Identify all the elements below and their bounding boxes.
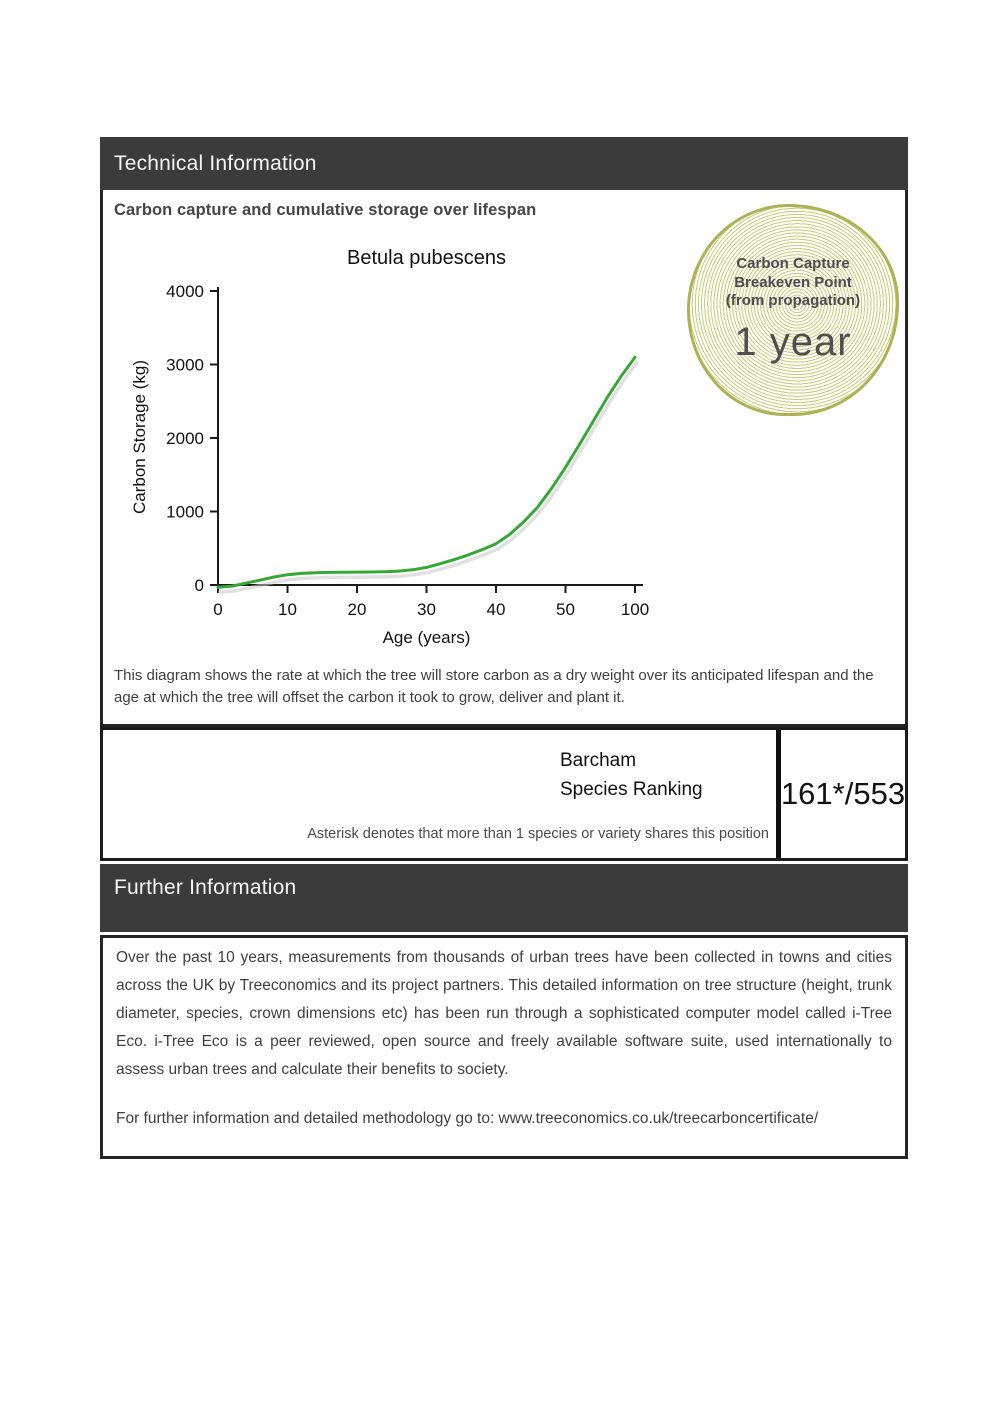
svg-text:4000: 4000 xyxy=(166,282,204,301)
breakeven-badge-value: 1 year xyxy=(734,319,852,364)
further-information-header xyxy=(100,864,908,932)
technical-information-title: Technical Information xyxy=(114,151,317,175)
svg-text:10: 10 xyxy=(278,600,297,619)
svg-text:30: 30 xyxy=(417,600,436,619)
carbon-storage-line-chart xyxy=(103,238,783,658)
svg-text:Carbon Storage (kg): Carbon Storage (kg) xyxy=(130,359,149,515)
ranking-org-name: Barcham xyxy=(560,750,637,771)
svg-text:2000: 2000 xyxy=(166,429,204,448)
asterisk-note: Asterisk denotes that more than 1 species or variety shares this position xyxy=(307,826,769,842)
svg-text:0: 0 xyxy=(213,600,223,619)
breakeven-badge-line2: Breakeven Point xyxy=(734,273,852,291)
svg-text:3000: 3000 xyxy=(166,355,204,375)
species-ranking-heading xyxy=(560,746,703,804)
chart-caption: This diagram shows the rate at which the tree will store carbon as a dry weight over its anticipated lifespan and the age at which the tree will offset the carbon it took to grow, deliver and plant it. xyxy=(114,667,874,706)
technical-information-header xyxy=(100,137,908,190)
ranking-label: Species Ranking xyxy=(560,779,703,800)
svg-text:50: 50 xyxy=(556,600,575,619)
breakeven-badge-line1: Carbon Capture xyxy=(736,255,850,273)
svg-text:20: 20 xyxy=(347,600,367,619)
further-information-panel xyxy=(100,935,908,1159)
chart-panel-subtitle: Carbon capture and cumulative storage over lifespan xyxy=(114,201,537,219)
svg-text:Age (years): Age (years) xyxy=(382,628,471,647)
svg-text:0: 0 xyxy=(194,576,204,595)
breakeven-tree-ring-badge xyxy=(687,204,899,416)
carbon-chart-panel xyxy=(100,190,908,727)
methodology-link-line: For further information and detailed methodology go to: www.treeconomics.co.uk/treecarboncertificate/ xyxy=(116,1110,819,1127)
svg-text:100: 100 xyxy=(620,600,650,619)
ranking-value: 161*/553 xyxy=(780,776,906,811)
svg-text:40: 40 xyxy=(486,600,506,619)
further-information-paragraph: Over the past 10 years, measurements from thousands of urban trees have been collected in towns and cities across the UK by Treeconomics and its project partners. This detailed information on tree structure (height, trunk diameter, species, crown dimensions etc) has been run through a sophisticated computer model called i-Tree Eco. i-Tree Eco is a peer reviewed, open source and freely available software suite, used internationally to assess urban trees and calculate their benefits to society. xyxy=(116,949,892,1078)
breakeven-badge-content xyxy=(690,207,896,413)
svg-text:1000: 1000 xyxy=(166,502,204,522)
svg-text:Betula pubescens: Betula pubescens xyxy=(346,247,507,269)
breakeven-badge-line3: (from propagation) xyxy=(725,292,861,310)
species-ranking-panel xyxy=(100,727,908,861)
further-information-title: Further Information xyxy=(114,876,297,899)
